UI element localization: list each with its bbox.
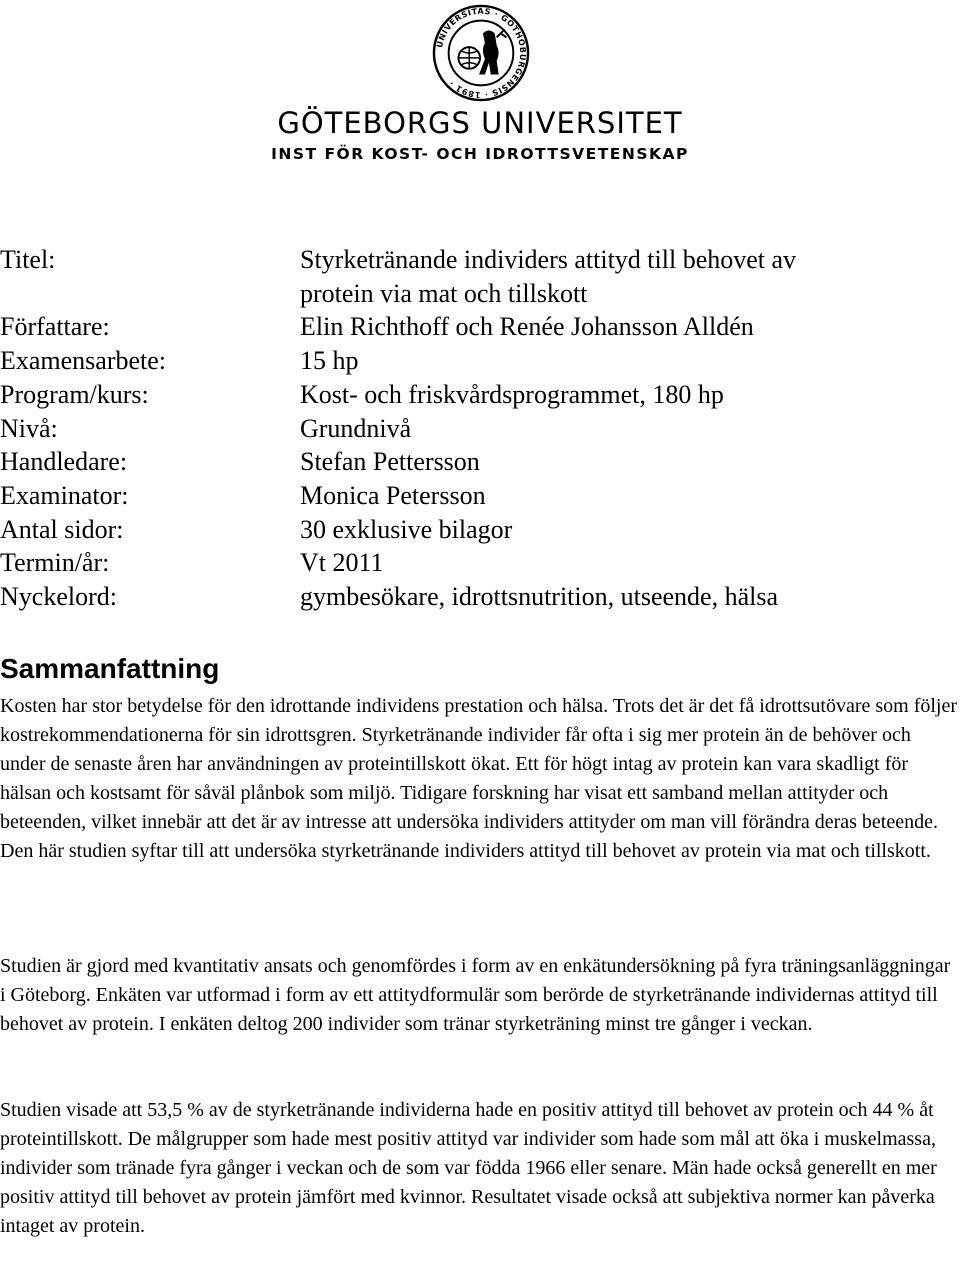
meta-label: Examinator: bbox=[0, 480, 129, 510]
meta-label: Handledare: bbox=[0, 447, 128, 477]
meta-value: Monica Petersson bbox=[300, 480, 486, 510]
meta-row-pages bbox=[0, 513, 960, 547]
meta-value: Grundnivå bbox=[300, 413, 412, 443]
paragraph-text: Studien är gjord med kvantitativ ansats och genomfördes i form av en enkätundersökning på fyra träningsanläggningar i Göteborg. Enkäten var utformad i form av ett attitydformulär som berörde de styrketränande individernas attityd till behovet av protein. I enkäten deltog 200 individer som tränar styrketräning minst tre gånger i veckan. bbox=[0, 955, 951, 1035]
meta-row-program bbox=[0, 378, 960, 412]
meta-label: Program/kurs: bbox=[0, 379, 149, 409]
meta-row-level bbox=[0, 412, 960, 446]
meta-row-title bbox=[0, 243, 960, 310]
meta-label: Termin/år: bbox=[0, 548, 110, 578]
meta-value: Styrketränande individers attityd till behovet av protein via mat och tillskott bbox=[300, 245, 797, 308]
meta-value: Elin Richthoff och Renée Johansson Alldén bbox=[300, 312, 754, 342]
thesis-metadata bbox=[0, 243, 960, 614]
summary-paragraph bbox=[0, 1096, 960, 1241]
meta-value: 30 exklusive bilagor bbox=[300, 514, 513, 544]
meta-row-supervisor bbox=[0, 445, 960, 479]
paragraph-text: Kosten har stor betydelse för den idrottande individens prestation och hälsa. Trots det är det få idrottsutövare som följer kostrekommendationerna för sin idrottsgren. Styrketränande individer får ofta i sig mer protein än de behöver och under de senaste åren har användningen av proteintillskott ökat. Ett för högt intag av protein kan vara skadligt för hälsan och kostsamt för såväl plånbok som miljö. Tidigare forskning har visat ett samband mellan attityder och beteenden, vilket innebär att det är av intresse att undersöka individers attityder om man vill förändra deras beteende. Den här studien syftar till att undersöka styrketränande individers attityd till behovet av protein via mat och tillskott. bbox=[0, 695, 958, 862]
meta-row-authors bbox=[0, 310, 960, 344]
summary-paragraph bbox=[0, 952, 960, 1039]
summary-paragraph bbox=[0, 692, 960, 866]
meta-label: Antal sidor: bbox=[0, 514, 124, 544]
meta-row-term bbox=[0, 546, 960, 580]
university-seal-logo bbox=[432, 4, 530, 102]
meta-row-examiner bbox=[0, 479, 960, 513]
meta-label: Examensarbete: bbox=[0, 346, 167, 376]
svg-text:UNIVERSITAS · GOTHOBURGENSIS ·: UNIVERSITAS · GOTHOBURGENSIS · 1891 · bbox=[435, 6, 528, 100]
meta-value: Stefan Pettersson bbox=[300, 447, 480, 477]
paragraph-text: Studien visade att 53,5 % av de styrketränande individerna hade en positiv attityd till behovet av protein och 44 % åt proteintillskott. De målgrupper som hade mest positiv attityd var individer som hade som mål att öka i muskelmassa, individer som tränade fyra gånger i veckan och de som var födda 1966 eller senare. Män hade också generellt en mer positiv attityd till behovet av protein jämfört med kvinnor. Resultatet visade också att subjektiva normer kan påverka intaget av protein. bbox=[0, 1099, 937, 1237]
meta-value: gymbesökare, idrottsnutrition, utseende, hälsa bbox=[300, 582, 779, 612]
summary-heading: Sammanfattning bbox=[0, 653, 220, 684]
meta-value: Kost- och friskvårdsprogrammet, 180 hp bbox=[300, 379, 724, 409]
meta-label: Titel: bbox=[0, 245, 56, 274]
institute-name: INST FÖR KOST- OCH IDROTTSVETENSKAP bbox=[271, 145, 689, 163]
university-name: GÖTEBORGS UNIVERSITET bbox=[277, 106, 683, 140]
meta-label: Nivå: bbox=[0, 413, 58, 443]
meta-label: Nyckelord: bbox=[0, 582, 117, 612]
meta-value: 15 hp bbox=[300, 346, 359, 376]
meta-value: Vt 2011 bbox=[300, 548, 384, 578]
meta-label: Författare: bbox=[0, 312, 110, 342]
meta-row-thesis bbox=[0, 344, 960, 378]
meta-row-keywords bbox=[0, 580, 960, 614]
